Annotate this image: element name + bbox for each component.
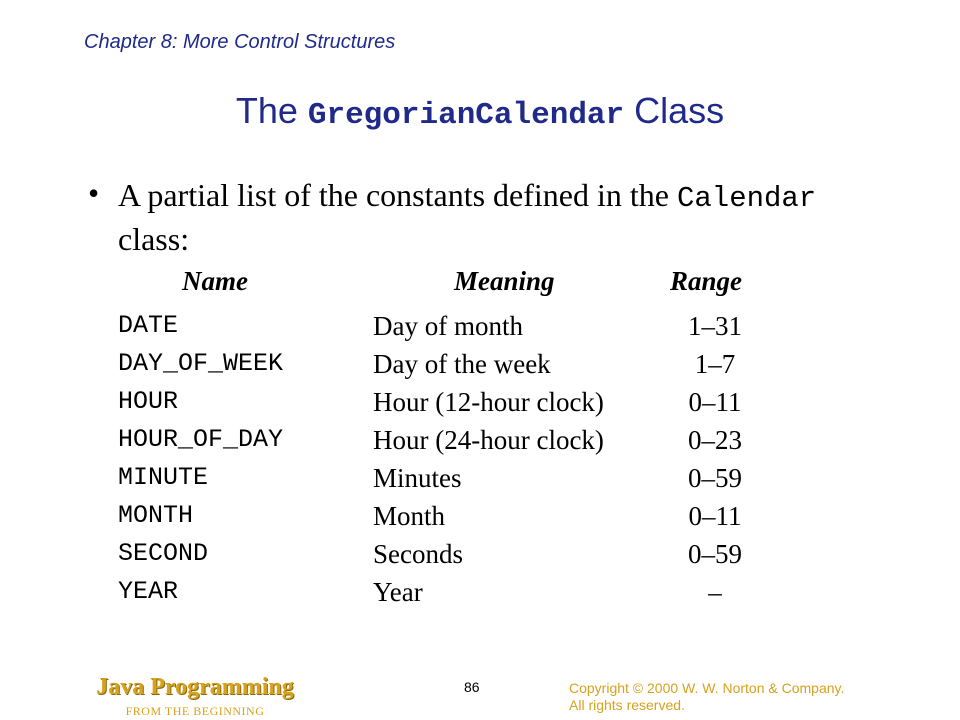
constant-meaning: Hour (12-hour clock) bbox=[373, 387, 604, 417]
copyright-line-2: All rights reserved. bbox=[569, 697, 685, 713]
constant-range: 0–59 bbox=[688, 539, 742, 569]
constant-name: YEAR bbox=[118, 577, 179, 606]
page-number: 86 bbox=[464, 679, 480, 695]
bullet-text-before: A partial list of the constants defined in the bbox=[118, 177, 677, 213]
constant-name: HOUR_OF_DAY bbox=[118, 425, 284, 454]
constant-meaning: Seconds bbox=[373, 539, 463, 569]
book-subtitle: FROM THE BEGINNING bbox=[125, 704, 265, 718]
constant-range: 0–59 bbox=[688, 463, 742, 493]
column-header-name: Name bbox=[182, 266, 248, 296]
chapter-label: Chapter 8: More Control Structures bbox=[84, 31, 396, 53]
constant-name: SECOND bbox=[118, 539, 209, 568]
copyright-line-1: Copyright © 2000 W. W. Norton & Company. bbox=[569, 680, 845, 696]
constant-range: 0–11 bbox=[688, 501, 742, 531]
column-header-meaning: Meaning bbox=[454, 266, 555, 296]
constant-range: 1–7 bbox=[694, 349, 736, 379]
constants-table bbox=[0, 307, 960, 611]
constant-name: MINUTE bbox=[118, 463, 209, 492]
constant-meaning: Year bbox=[373, 577, 423, 607]
table-row bbox=[0, 383, 960, 421]
constant-name: DATE bbox=[118, 311, 179, 340]
constant-meaning: Month bbox=[373, 501, 446, 531]
constant-name: HOUR bbox=[118, 387, 179, 416]
book-brand: Java Programming bbox=[96, 674, 294, 700]
table-row bbox=[0, 497, 960, 535]
title-prefix: The bbox=[235, 90, 308, 131]
constant-meaning: Minutes bbox=[373, 463, 462, 493]
constant-range: 0–23 bbox=[688, 425, 742, 455]
bullet-text-after: class: bbox=[118, 221, 190, 257]
bullet-marker: • bbox=[88, 175, 100, 211]
constant-meaning: Day of the week bbox=[373, 349, 551, 379]
bullet-code: Calendar bbox=[676, 182, 817, 215]
constant-range: – bbox=[708, 577, 722, 607]
constant-meaning: Day of month bbox=[373, 311, 523, 341]
constant-range: 1–31 bbox=[688, 311, 742, 341]
table-row bbox=[0, 345, 960, 383]
title-code: GregorianCalendar bbox=[307, 98, 625, 133]
table-row bbox=[0, 573, 960, 611]
table-row bbox=[0, 307, 960, 345]
table-row bbox=[0, 421, 960, 459]
constant-name: DAY_OF_WEEK bbox=[118, 349, 284, 378]
table-row bbox=[0, 535, 960, 573]
title-suffix: Class bbox=[624, 90, 725, 131]
table-row bbox=[0, 459, 960, 497]
bullet-text bbox=[118, 175, 818, 259]
constant-range: 0–11 bbox=[688, 387, 742, 417]
slide-title bbox=[0, 90, 960, 133]
constant-name: MONTH bbox=[118, 501, 194, 530]
column-header-range: Range bbox=[670, 266, 743, 296]
constant-meaning: Hour (24-hour clock) bbox=[373, 425, 604, 455]
copyright-notice bbox=[569, 680, 844, 714]
